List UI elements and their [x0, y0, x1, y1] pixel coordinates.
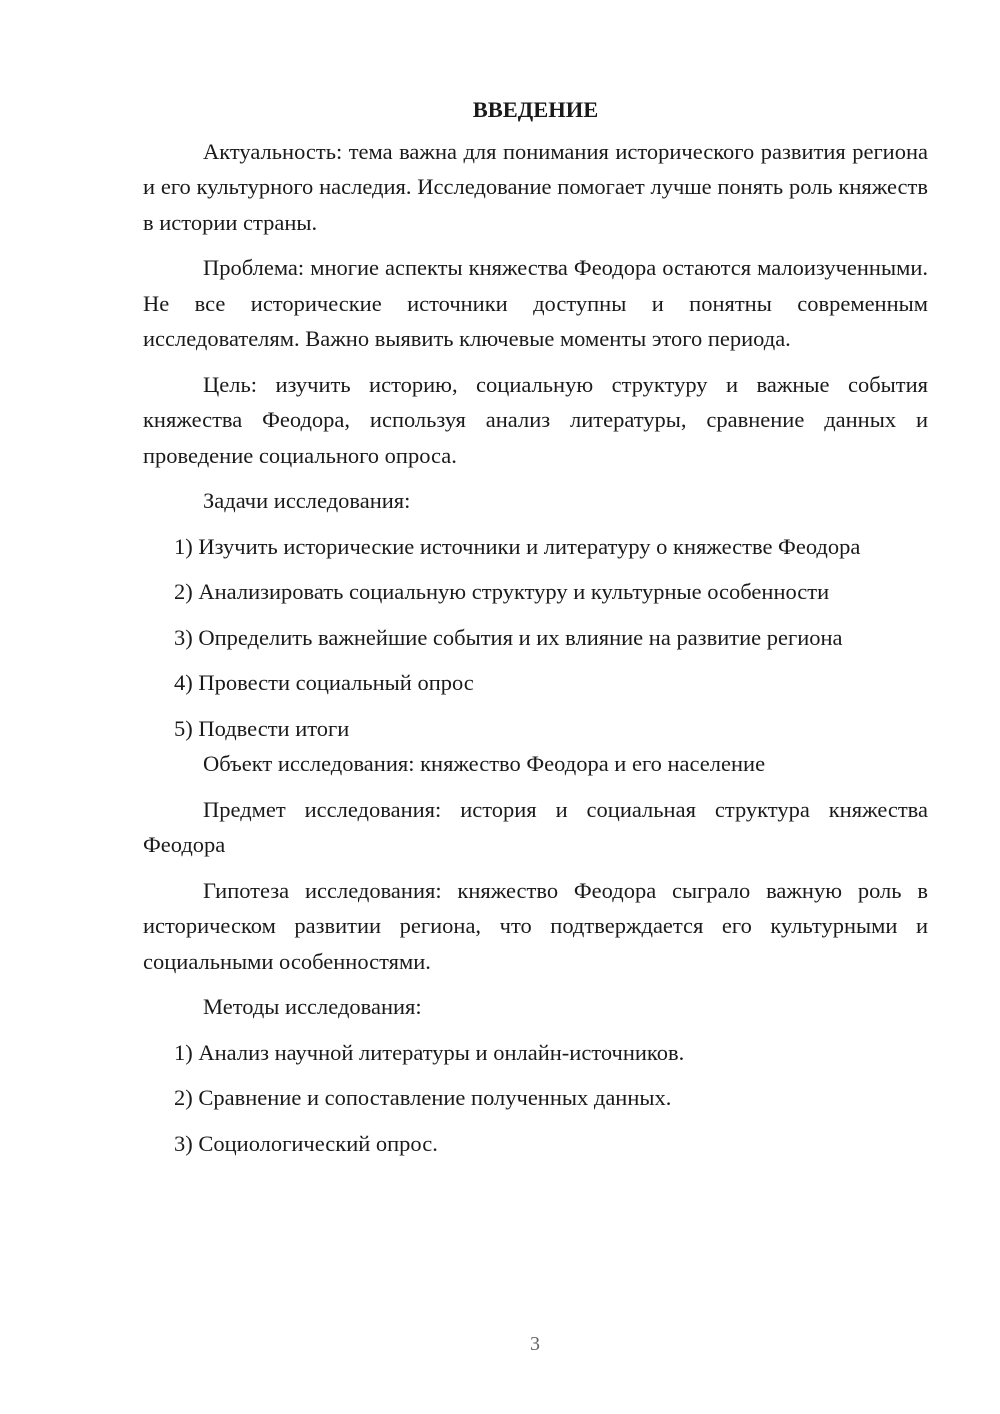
method-item: 3) Социологический опрос.	[174, 1130, 438, 1156]
document-body	[143, 92, 928, 1171]
methods-title: Методы исследования:	[203, 994, 422, 1019]
section-heading: ВВЕДЕНИЕ	[472, 97, 599, 122]
hypothesis-paragraph: Гипотеза исследования: княжество Феодора сыграло важную роль в историческом развитии региона, что подтверждается его культурными и социальными особенностями.	[143, 877, 928, 974]
goal-paragraph: Цель: изучить историю, социальную структуру и важные события княжества Феодора, используя анализ литературы, сравнение данных и проведение социального опроса.	[143, 371, 928, 468]
task-item: 1) Изучить исторические источники и литературу о княжестве Феодора	[174, 533, 861, 559]
tasks-title: Задачи исследования:	[203, 488, 411, 513]
method-item: 2) Сравнение и сопоставление полученных данных.	[174, 1085, 672, 1110]
task-item: 2) Анализировать социальную структуру и культурные особенности	[174, 579, 830, 604]
object-paragraph: Объект исследования: княжество Феодора и его население	[203, 751, 766, 776]
task-item: 3) Определить важнейшие события и их влияние на развитие региона	[174, 624, 843, 650]
subject-paragraph: Предмет исследования: история и социальная структура княжества Феодора	[143, 796, 928, 857]
task-item: 5) Подвести итоги	[174, 715, 350, 741]
relevance-paragraph: Актуальность: тема важна для понимания исторического развития региона и его культурного наследия. Исследование помогает лучше понять роль княжеств в истории страны.	[143, 138, 928, 235]
page-number: 3	[530, 1333, 540, 1355]
problem-paragraph: Проблема: многие аспекты княжества Феодора остаются малоизученными. Не все исторические источники доступны и понятны современным исследователям. Важно выявить ключевые моменты этого периода.	[143, 255, 928, 351]
method-item: 1) Анализ научной литературы и онлайн-источников.	[174, 1039, 685, 1065]
task-item: 4) Провести социальный опрос	[174, 670, 474, 695]
